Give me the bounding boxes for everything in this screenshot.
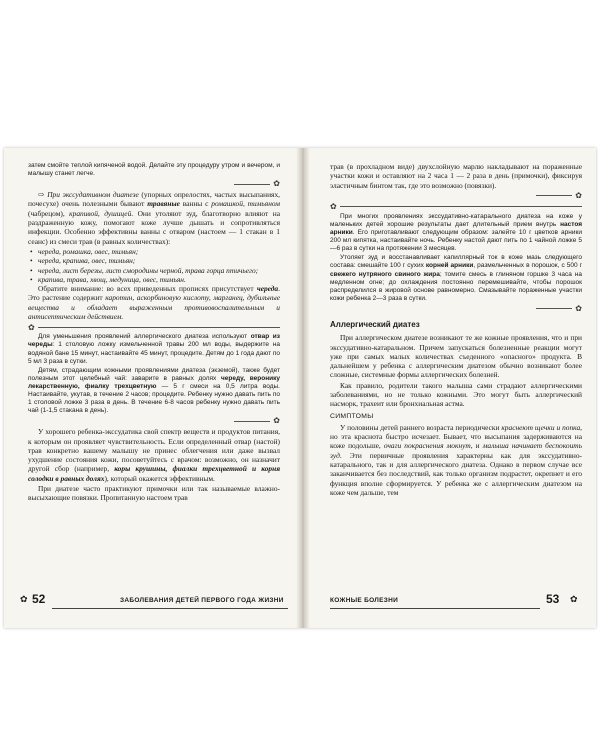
flower-icon: ✿ <box>20 594 28 604</box>
recipe-box-1: Для уменьшения проявлений аллергического диатеза используют отвар из череды: 1 столовую ложку измельченной травы 200 мл воды, выдержите на водяной бане 15 минут, настаивайте 45 минут, процедите. Детям до 1 года дают по 5 мл 3 раза в сутки. <box>28 333 280 365</box>
attention-paragraph: Обратите внимание: во всех приведенных прописях присутствует череда. Это растение содержит каротин, аскорбиновую кислоту, марганец, дубильные вещества и обладает выраженным противовоспалительным и антисептическим действием. <box>28 284 280 322</box>
herb-mix-list <box>28 247 280 284</box>
flower-icon: ✿ <box>28 322 35 332</box>
body-paragraph: Как правило, родители такого малыша сами страдают аллергическими заболеваниями, но не только кожными. Это могут быть аллергический насморк, трахеит или бронхиальная астма. <box>330 380 582 409</box>
flower-icon: ✿ <box>273 179 280 189</box>
exudative-paragraph: ⇨ При экссудативном диатезе (упорных опрелостях, частых высыпаниях, почесухе) очень полезными бывают травяные ванны с ромашкой, тимьяном (чабрецом), крапивой, душицей. Они утоляют зуд, благотворно влияют на раздраженную кожу, помогают коже лучше дышать и сопротивляться инфекции. Особенно эффективны ванны с отваром (настоем — 1 стакан в 1 сеанс) из смеси трав (в равных количествах): <box>28 190 280 246</box>
list-item: • крапива, трава, хвощ, медуница, овес, тимьян. <box>38 275 280 284</box>
body-paragraph: трав (в прохладном виде) двухслойную марлю накладывают на пораженные участки кожи и оставляют на 2 часа 1 — 2 раза в день (примочки), фиксируя эластичным бинтом так, где это возможно (повязки). <box>330 162 582 190</box>
body-paragraph: При аллергическом диатезе возникают те же кожные проявления, что и при экссудативно-катаральном. Причем запускаться болезненные реакции могут уже при самых малых количествах съеденного «опасного» продукта. В дальнейшем у ребенка с аллергическим диатезом обычно возникают более сложные, системные формы аллергических болезней. <box>330 333 582 380</box>
footer-rule <box>330 608 540 609</box>
separator <box>330 304 582 314</box>
separator <box>28 416 280 426</box>
right-footer <box>322 594 584 610</box>
book-gutter <box>296 148 310 628</box>
book-spread <box>4 148 596 628</box>
intro-paragraph: затем смойте теплой кипяченой водой. Делайте эту процедуру утром и вечером, и малышу станет легче. <box>28 162 280 178</box>
recipe-box-2: Детям, страдающим кожными проявлениями диатеза (экземой), также будет полезным этот целебный чай: заварите в равных долях череду, веронику лекарственную, фиалку трехцветную — 5 г смеси на 0,5 литра воды. Настаивайте, укутав, в течение 2 часов; процедите. Ребенку нужно давать пить по 1 столовой ложке 3 раза в день. В течение 6-8 часов ребенку нужно давать пить чай (1-1,5 стакана в день). <box>28 366 280 415</box>
arrow-icon: ⇨ <box>38 190 45 200</box>
list-item: • череда, лист березы, лист смородины черной, трава горца птичьего; <box>38 266 280 275</box>
flower-icon: ✿ <box>273 416 280 426</box>
left-page <box>28 162 280 582</box>
separator <box>330 202 582 212</box>
left-footer <box>20 594 290 610</box>
body-paragraph: У хорошего ребенка-экссудатика свой спектр веществ и продуктов питания, к которым он проявляет чувствительность. Если определенный отвар (настой) трав конкретно вашему малышу не принес облегчения или даже вызвал ухудшение состояния кожи, посоветуйтесь с врачом: возможно, он назначит другой сбор (например, коры крушины, фиалки трехцветной и корня солодки в равных долях), который окажется эффективным. <box>28 427 280 483</box>
separator <box>330 191 582 201</box>
flower-icon: ✿ <box>575 190 582 200</box>
recipe-box-ointment: Утоляет зуд и восстанавливает капиллярный ток в коже мазь следующего состава: смешайте 100 г сухих корней арники, размельченных в порошок, с 500 г свежего нутряного свиного жира; томите смесь в глиняном горшке 3 часа на медленном огне; до охлаждения постоянно перемешивайте, чтобы порошок распределился в жировой основе равномерно. Смазывайте пораженные участки кожи ребенка 2—3 раза в сутки. <box>330 254 582 302</box>
running-title: ЗАБОЛЕВАНИЯ ДЕТЕЙ ПЕРВОГО ГОДА ЖИЗНИ <box>120 597 284 604</box>
flower-icon: ✿ <box>570 594 578 604</box>
flower-icon: ✿ <box>575 303 582 313</box>
footer-rule <box>52 608 288 609</box>
flower-icon: ✿ <box>330 202 337 212</box>
body-paragraph: При диатезе часто практикуют примочки или так называемые влажно-высыхающие повязки. Пропитанную настоем трав <box>28 484 280 503</box>
list-item: • череда, крапива, овес, тимьян; <box>38 256 280 265</box>
separator <box>28 322 280 332</box>
running-title: КОЖНЫЕ БОЛЕЗНИ <box>330 597 399 604</box>
page-number: 53 <box>546 592 560 606</box>
recipe-box-arnica: При многих проявлениях экссудативно-катарального диатеза на коже у маленьких детей хорошие результаты дает длительный прием внутрь настоя арники. Его приготавливают следующим образом: залейте 10 г цветков арники 200 мл кипятка, настаивайте ночь. Ребенку настой дают пить по 1 чайной ложке 5—6 раз в сутки на протяжении 3 месяцев. <box>330 212 582 253</box>
separator <box>28 179 280 189</box>
list-item: • череда, ромашка, овес, тимьян; <box>38 247 280 256</box>
section-heading: Аллергический диатез <box>330 319 420 329</box>
body-paragraph: У половины детей раннего возраста периодически краснеют щечки и попка, но эта краснота быстро исчезает. Бывает, что высыпания задерживаются на коже подольше, очаги покраснения мокнут, и малыша начинает беспокоить зуд. Эти первичные проявления характерны как для экссудативно-катарального, так и для аллергического диатеза. Однако в первом случае все заканчивается без последствий, как только организм подрастет, окрепнет и его функция вполне сформируется. У ребенка же с аллергическим диатезом на коже чем дальше, тем <box>330 422 582 497</box>
right-page <box>330 162 582 582</box>
page-number: 52 <box>32 592 46 606</box>
subheading-symptoms: СИМПТОМЫ <box>330 412 374 420</box>
